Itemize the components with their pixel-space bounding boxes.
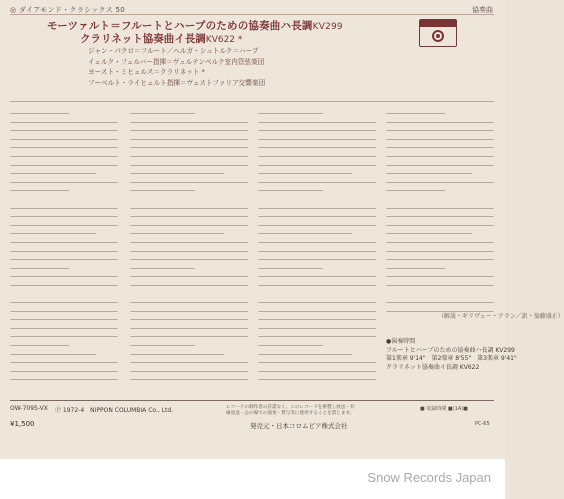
- text-line: [130, 276, 248, 277]
- text-line: [130, 268, 195, 269]
- text-line: [130, 336, 248, 337]
- header-rule: [10, 101, 494, 102]
- text-line: [258, 182, 376, 183]
- text-line: [386, 208, 494, 209]
- text-line: [258, 147, 376, 148]
- text-column-1: [10, 113, 118, 388]
- text-column-2: [130, 113, 248, 388]
- performers-list: [88, 46, 265, 88]
- text-line: [386, 285, 494, 286]
- text-line: [10, 139, 118, 140]
- text-line: [130, 190, 195, 191]
- text-line: [10, 336, 118, 337]
- text-line: [386, 302, 494, 303]
- page-number: PC-65: [475, 421, 490, 427]
- text-line: [130, 379, 248, 380]
- text-line: [258, 362, 376, 363]
- text-line: [258, 371, 376, 372]
- price: ¥1,500: [10, 420, 35, 428]
- text-line: [386, 293, 494, 294]
- text-line: [386, 259, 494, 260]
- title-line-2: [80, 31, 242, 46]
- text-line: [130, 199, 248, 200]
- text-line: [130, 285, 248, 286]
- text-line: [10, 379, 118, 380]
- text-line: [130, 208, 248, 209]
- text-line: [10, 165, 118, 166]
- text-line: [130, 354, 224, 355]
- text-line: [386, 130, 494, 131]
- legal-notice: レコードの制作者の許諾なく、このレコードを複製し放送・有線放送・公の場での演奏・貸与等に使用することを禁じます。: [226, 405, 355, 416]
- text-line: [130, 328, 248, 329]
- top-rule: [10, 14, 494, 15]
- text-line: [130, 233, 224, 234]
- text-line: [258, 302, 376, 303]
- text-line: [10, 328, 118, 329]
- text-line: [258, 328, 376, 329]
- text-line: [10, 208, 118, 209]
- text-line: [130, 113, 195, 114]
- text-line: [258, 208, 376, 209]
- text-line: [10, 311, 118, 312]
- text-line: [258, 259, 376, 260]
- text-line: [130, 319, 248, 320]
- text-line: [130, 130, 248, 131]
- genre-label: 協奏曲: [472, 6, 493, 14]
- text-line: [130, 371, 248, 372]
- text-line: [10, 276, 118, 277]
- recording-heading: ●演奏時間: [386, 338, 416, 345]
- text-line: [130, 139, 248, 140]
- text-line: [386, 113, 445, 114]
- text-line: [258, 251, 376, 252]
- title-2-kv: KV622 *: [205, 35, 243, 45]
- text-line: [130, 293, 248, 294]
- text-column-3: [258, 113, 376, 388]
- title-1-main: モーツァルト＝フルートとハープのための協奏曲ハ長調: [47, 20, 313, 32]
- text-line: [130, 165, 248, 166]
- text-line: [10, 190, 69, 191]
- text-line: [130, 216, 248, 217]
- text-line: [10, 156, 118, 157]
- title-1-kv: KV299: [312, 22, 343, 32]
- text-line: [258, 293, 376, 294]
- text-line: [386, 190, 445, 191]
- text-line: [258, 379, 376, 380]
- text-line: [258, 268, 323, 269]
- recording-line: クラリネット協奏曲イ長調 KV622: [386, 363, 480, 371]
- liner-credit: （解説・ギリヴェー・アラン／訳・翁藤盛正）: [438, 313, 564, 320]
- text-line: [130, 302, 248, 303]
- text-line: [130, 156, 248, 157]
- text-line: [10, 225, 118, 226]
- text-line: [258, 242, 376, 243]
- text-line: [10, 147, 118, 148]
- text-line: [386, 147, 494, 148]
- text-line: [10, 122, 118, 123]
- logo-band: [420, 20, 456, 27]
- text-line: [10, 362, 118, 363]
- text-line: [258, 139, 376, 140]
- text-line: [386, 199, 494, 200]
- text-line: [258, 122, 376, 123]
- text-line: [386, 173, 472, 174]
- text-line: [258, 233, 352, 234]
- text-line: [10, 130, 118, 131]
- text-line: [10, 302, 118, 303]
- text-line: [386, 225, 494, 226]
- text-line: [386, 122, 494, 123]
- text-line: [258, 173, 352, 174]
- text-line: [130, 259, 248, 260]
- watermark-strip: [0, 459, 505, 499]
- performer-line: ジャン・パクロ＝フルート／ヘルガ・シュトルク＝ハープ: [88, 47, 259, 55]
- text-line: [130, 122, 248, 123]
- text-line: [10, 268, 69, 269]
- text-line: [258, 276, 376, 277]
- text-line: [130, 242, 248, 243]
- text-line: [10, 173, 96, 174]
- text-line: [386, 233, 472, 234]
- text-line: [130, 182, 248, 183]
- text-line: [258, 113, 323, 114]
- series-name: ダイアモンド・クラシックス 50: [18, 6, 126, 14]
- diamond-icon: ◎: [10, 6, 17, 14]
- text-line: [386, 182, 494, 183]
- footer-rule: [10, 400, 494, 401]
- recording-line: 第1楽章 9'14" 第2楽章 8'55" 第3楽章 9'41": [386, 355, 517, 362]
- watermark-text: Snow Records Japan: [367, 470, 491, 485]
- recording-info: [386, 338, 517, 372]
- text-line: [386, 216, 494, 217]
- recording-line: フルートとハープのための協奏曲ハ長調 KV299: [386, 346, 515, 354]
- text-line: [10, 345, 69, 346]
- text-line: [10, 113, 69, 114]
- text-line: [258, 345, 323, 346]
- text-line: [130, 225, 248, 226]
- text-line: [258, 336, 376, 337]
- text-line: [258, 285, 376, 286]
- text-line: [130, 345, 195, 346]
- text-line: [386, 268, 445, 269]
- text-lines: [258, 113, 376, 388]
- text-line: [10, 182, 118, 183]
- text-line: [258, 190, 323, 191]
- text-line: [386, 139, 494, 140]
- performer-line: イェルク・フェルバー指揮＝ヴュルテンベルク室内管弦楽団: [88, 57, 265, 66]
- text-line: [258, 319, 376, 320]
- text-line: [386, 276, 494, 277]
- text-line: [10, 319, 118, 320]
- text-line: [258, 354, 352, 355]
- text-lines: [130, 113, 248, 388]
- text-line: [10, 216, 118, 217]
- text-line: [258, 311, 376, 312]
- text-line: [258, 130, 376, 131]
- text-line: [130, 251, 248, 252]
- title-2-main: クラリネット協奏曲イ長調: [80, 33, 206, 45]
- text-line: [130, 362, 248, 363]
- text-line: [130, 147, 248, 148]
- text-line: [386, 165, 494, 166]
- text-line: [386, 156, 494, 157]
- text-line: [258, 199, 376, 200]
- logo-circle: [432, 30, 444, 42]
- text-line: [258, 165, 376, 166]
- performer-line: ヨースト・ミヒェルス＝クラリネット *: [88, 68, 205, 76]
- text-line: [10, 242, 118, 243]
- text-line: [10, 199, 118, 200]
- catalog-number: OW-7095-VX: [10, 405, 48, 412]
- text-line: [10, 285, 118, 286]
- text-line: [386, 242, 494, 243]
- text-line: [10, 354, 96, 355]
- text-line: [258, 216, 376, 217]
- text-line: [10, 251, 118, 252]
- text-line: [10, 371, 118, 372]
- text-line: [10, 233, 96, 234]
- text-line: [258, 225, 376, 226]
- columbia-logo-icon: [419, 19, 457, 47]
- text-line: [10, 259, 118, 260]
- text-line: [258, 156, 376, 157]
- copyright-notice: Ⓟ 1972-4 NIPPON COLUMBIA Co., Ltd.: [55, 407, 174, 414]
- catalog-small: ■ 収録時間 ■(1A)■: [420, 406, 468, 412]
- text-line: [386, 251, 494, 252]
- performer-line: フーベルト・ライヒェルト指揮＝ヴェストファリア交響楽団: [88, 78, 266, 87]
- text-line: [130, 173, 224, 174]
- publisher: 発売元・日本コロムビア株式会社: [250, 422, 348, 430]
- text-lines: [10, 113, 118, 388]
- text-line: [130, 311, 248, 312]
- text-line: [10, 293, 118, 294]
